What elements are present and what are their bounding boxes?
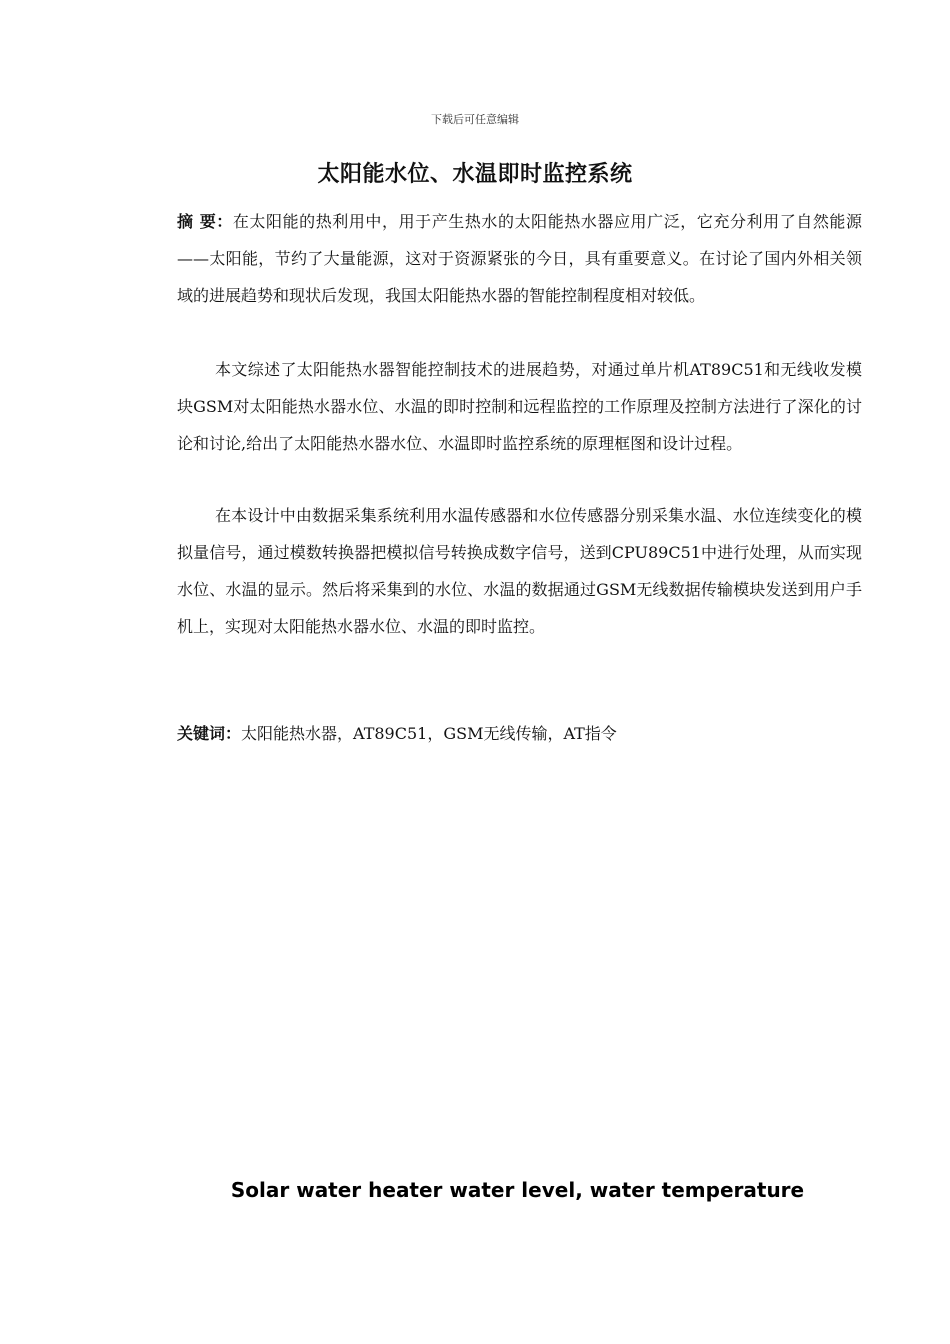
abstract-text: 在太阳能的热利用中，用于产生热水的太阳能热水器应用广泛，它充分利用了自然能源——太阳能，节约了大量能源，这对于资源紧张的今日，具有重要意义。在讨论了国内外相关领域的进展趋势和现状后发现，我国太阳能热水器的智能控制程度相对较低。	[177, 212, 862, 305]
document-title: 太阳能水位、水温即时监控系统	[317, 162, 633, 187]
header-note: 下载后可任意编辑	[431, 113, 519, 126]
keywords-label: 关键词：	[177, 724, 242, 743]
keywords-line	[177, 715, 862, 752]
body-paragraph-1: 本文综述了太阳能热水器智能控制技术的进展趋势，对通过单片机AT89C51和无线收发模块GSM对太阳能热水器水位、水温的即时控制和远程监控的工作原理及控制方法进行了深化的讨论和讨论,给出了太阳能热水器水位、水温即时监控系统的原理框图和设计过程。	[177, 360, 862, 453]
body-paragraph-2: 在本设计中由数据采集系统利用水温传感器和水位传感器分别采集水温、水位连续变化的模拟量信号，通过模数转换器把模拟信号转换成数字信号，送到CPU89C51中进行处理，从而实现水位、水温的显示。然后将采集到的水位、水温的数据通过GSM无线数据传输模块发送到用户手机上，实现对太阳能热水器水位、水温的即时监控。	[177, 506, 862, 636]
keywords-text: 太阳能热水器，AT89C51，GSM无线传输，AT指令	[241, 724, 617, 743]
abstract-paragraph	[177, 203, 862, 314]
english-title: Solar water heater water level, water temperature	[230, 1178, 805, 1202]
abstract-label: 摘 要：	[177, 212, 233, 231]
